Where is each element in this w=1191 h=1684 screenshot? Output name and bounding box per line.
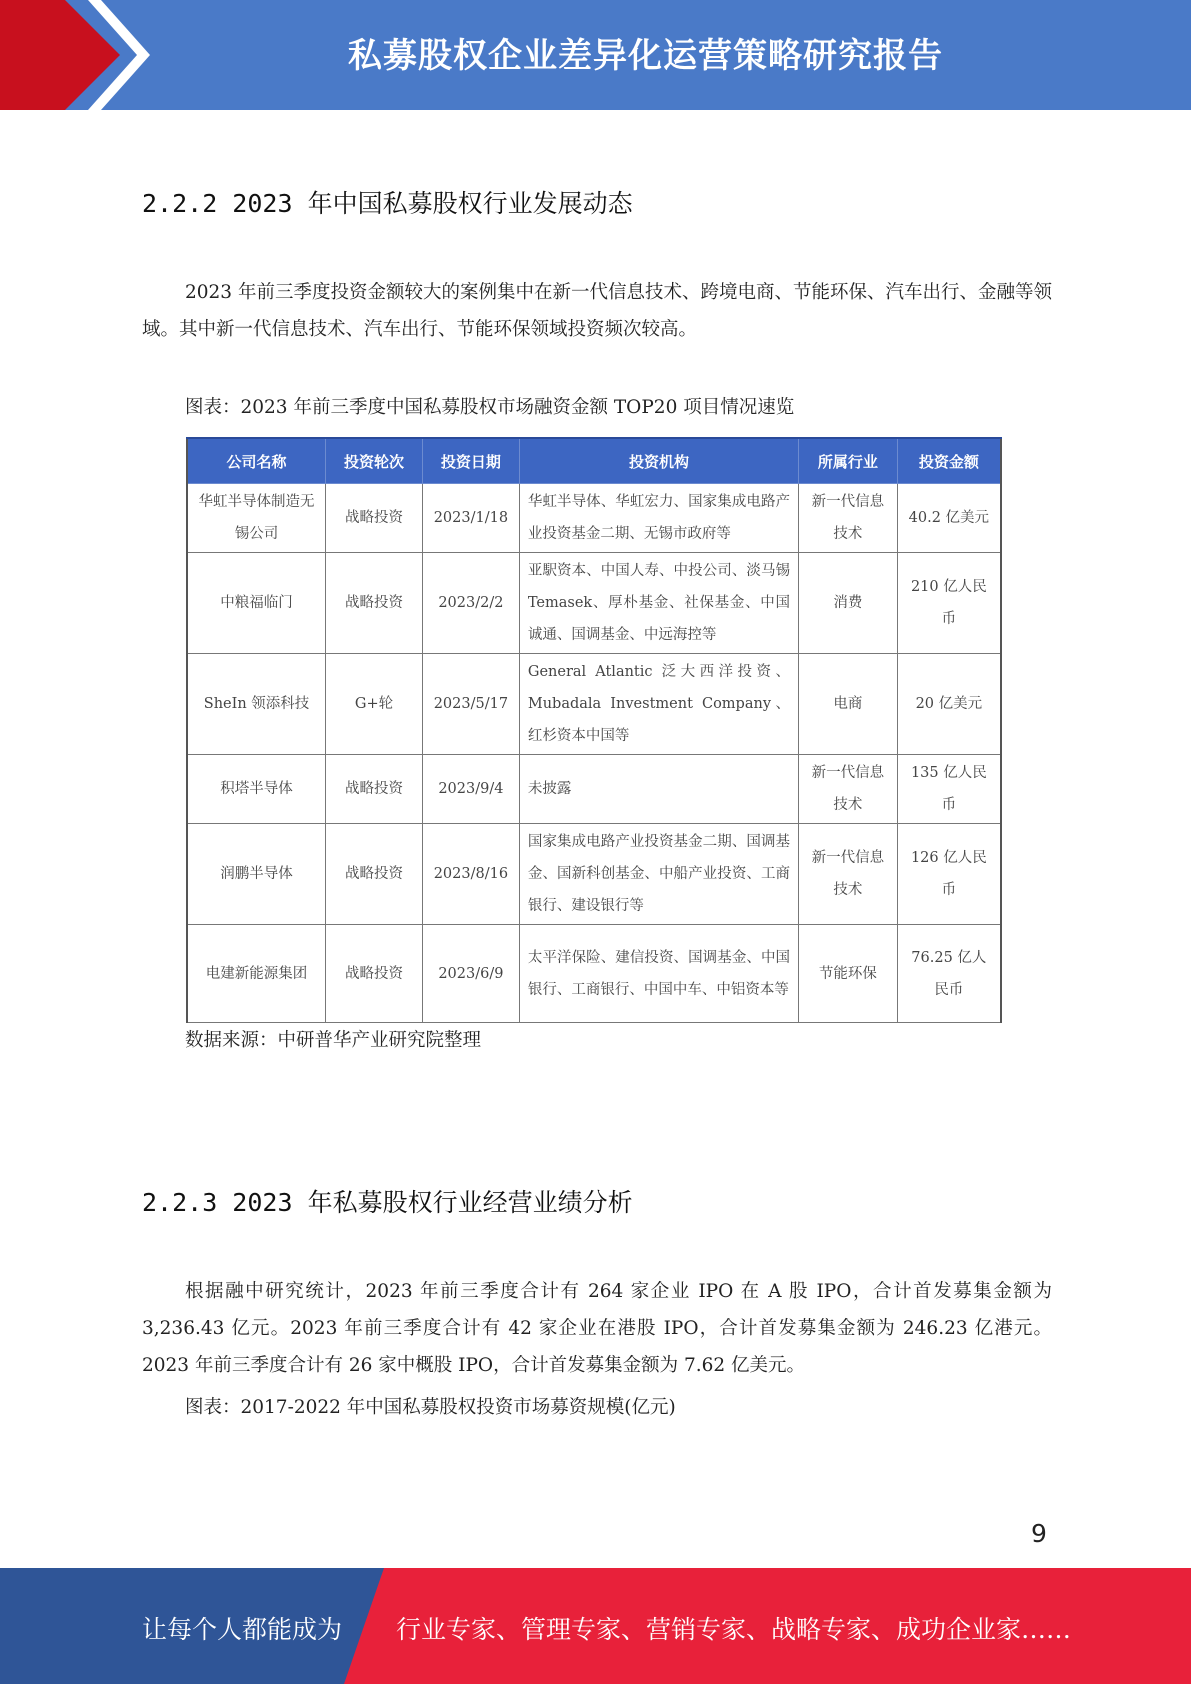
data-source-note: 数据来源：中研普华产业研究院整理 <box>185 1030 482 1051</box>
section-heading-2-2-2: 2.2.2 2023 年中国私募股权行业发展动态 <box>142 189 633 218</box>
cell-amount: 126 亿人民币 <box>897 824 1001 925</box>
financing-top20-table <box>186 437 1002 1023</box>
cell-investors: 太平洋保险、建信投资、国调基金、中国银行、工商银行、中国中车、中铝资本等 <box>519 925 798 1023</box>
table-row <box>187 484 1001 553</box>
table-row <box>187 824 1001 925</box>
col-header-company: 公司名称 <box>187 438 326 484</box>
cell-company: 润鹏半导体 <box>187 824 326 925</box>
cell-round: 战略投资 <box>326 925 423 1023</box>
cell-investors: General Atlantic 泛大西洋投资、Mubadala Investment Company、红杉资本中国等 <box>519 654 798 755</box>
cell-round: 战略投资 <box>326 755 423 824</box>
cell-industry: 新一代信息技术 <box>799 484 898 553</box>
col-header-industry: 所属行业 <box>799 438 898 484</box>
cell-amount: 210 亿人民币 <box>897 553 1001 654</box>
table-row <box>187 654 1001 755</box>
cell-industry: 消费 <box>799 553 898 654</box>
cell-amount: 20 亿美元 <box>897 654 1001 755</box>
cell-date: 2023/2/2 <box>422 553 519 654</box>
cell-date: 2023/1/18 <box>422 484 519 553</box>
page-number: 9 <box>1031 1519 1047 1548</box>
table-row <box>187 755 1001 824</box>
cell-amount: 135 亿人民币 <box>897 755 1001 824</box>
col-header-round: 投资轮次 <box>326 438 423 484</box>
cell-investors: 未披露 <box>519 755 798 824</box>
cell-amount: 40.2 亿美元 <box>897 484 1001 553</box>
table-row <box>187 925 1001 1023</box>
cell-company: 电建新能源集团 <box>187 925 326 1023</box>
cell-company: 华虹半导体制造无锡公司 <box>187 484 326 553</box>
table-row <box>187 553 1001 654</box>
cell-company: 中粮福临门 <box>187 553 326 654</box>
cell-date: 2023/8/16 <box>422 824 519 925</box>
section-paragraph-2-2-2: 2023 年前三季度投资金额较大的案例集中在新一代信息技术、跨境电商、节能环保、汽车出行、金融等领域。其中新一代信息技术、汽车出行、节能环保领域投资频次较高。 <box>142 282 1052 340</box>
col-header-amount: 投资金额 <box>897 438 1001 484</box>
cell-investors: 华虹半导体、华虹宏力、国家集成电路产业投资基金二期、无锡市政府等 <box>519 484 798 553</box>
col-header-date: 投资日期 <box>422 438 519 484</box>
cell-round: 战略投资 <box>326 484 423 553</box>
cell-company: SheIn 领添科技 <box>187 654 326 755</box>
cell-industry: 新一代信息技术 <box>799 824 898 925</box>
cell-date: 2023/5/17 <box>422 654 519 755</box>
cell-round: 战略投资 <box>326 824 423 925</box>
footer-slogan-left: 让每个人都能成为 <box>142 1615 343 1644</box>
cell-investors: 亚駅资本、中国人寿、中投公司、淡马锡 Temasek、厚朴基金、社保基金、中国诚通、国调基金、中远海控等 <box>519 553 798 654</box>
cell-date: 2023/9/4 <box>422 755 519 824</box>
cell-date: 2023/6/9 <box>422 925 519 1023</box>
section-paragraph-2-2-3: 根据融中研究统计，2023 年前三季度合计有 264 家企业 IPO 在 A 股 IPO，合计首发募集金额为 3,236.43 亿元。2023 年前三季度合计有 42 家企业在港股 IPO，合计首发募集金额为 246.23 亿港元。2023 年前三季度合计有 26 家中概股 IPO，合计首发募集金额为 7.62 亿美元。 <box>142 1281 1052 1376</box>
col-header-investors: 投资机构 <box>519 438 798 484</box>
table-caption: 图表：2023 年前三季度中国私募股权市场融资金额 TOP20 项目情况速览 <box>185 397 795 418</box>
cell-company: 积塔半导体 <box>187 755 326 824</box>
cell-amount: 76.25 亿人民币 <box>897 925 1001 1023</box>
header-banner <box>0 0 1191 110</box>
cell-industry: 新一代信息技术 <box>799 755 898 824</box>
cell-industry: 电商 <box>799 654 898 755</box>
cell-round: G+轮 <box>326 654 423 755</box>
table-header-row <box>187 438 1001 484</box>
cell-industry: 节能环保 <box>799 925 898 1023</box>
footer-banner <box>0 1568 1191 1684</box>
footer-slogan-right: 行业专家、管理专家、营销专家、战略专家、成功企业家…… <box>396 1615 1072 1644</box>
chart-caption: 图表：2017-2022 年中国私募股权投资市场募资规模(亿元) <box>185 1397 676 1418</box>
header-arrow-decoration <box>0 0 170 110</box>
section-heading-2-2-3: 2.2.3 2023 年私募股权行业经营业绩分析 <box>142 1188 633 1217</box>
cell-round: 战略投资 <box>326 553 423 654</box>
cell-investors: 国家集成电路产业投资基金二期、国调基金、国新科创基金、中船产业投资、工商银行、建设银行等 <box>519 824 798 925</box>
report-title: 私募股权企业差异化运营策略研究报告 <box>348 36 943 76</box>
